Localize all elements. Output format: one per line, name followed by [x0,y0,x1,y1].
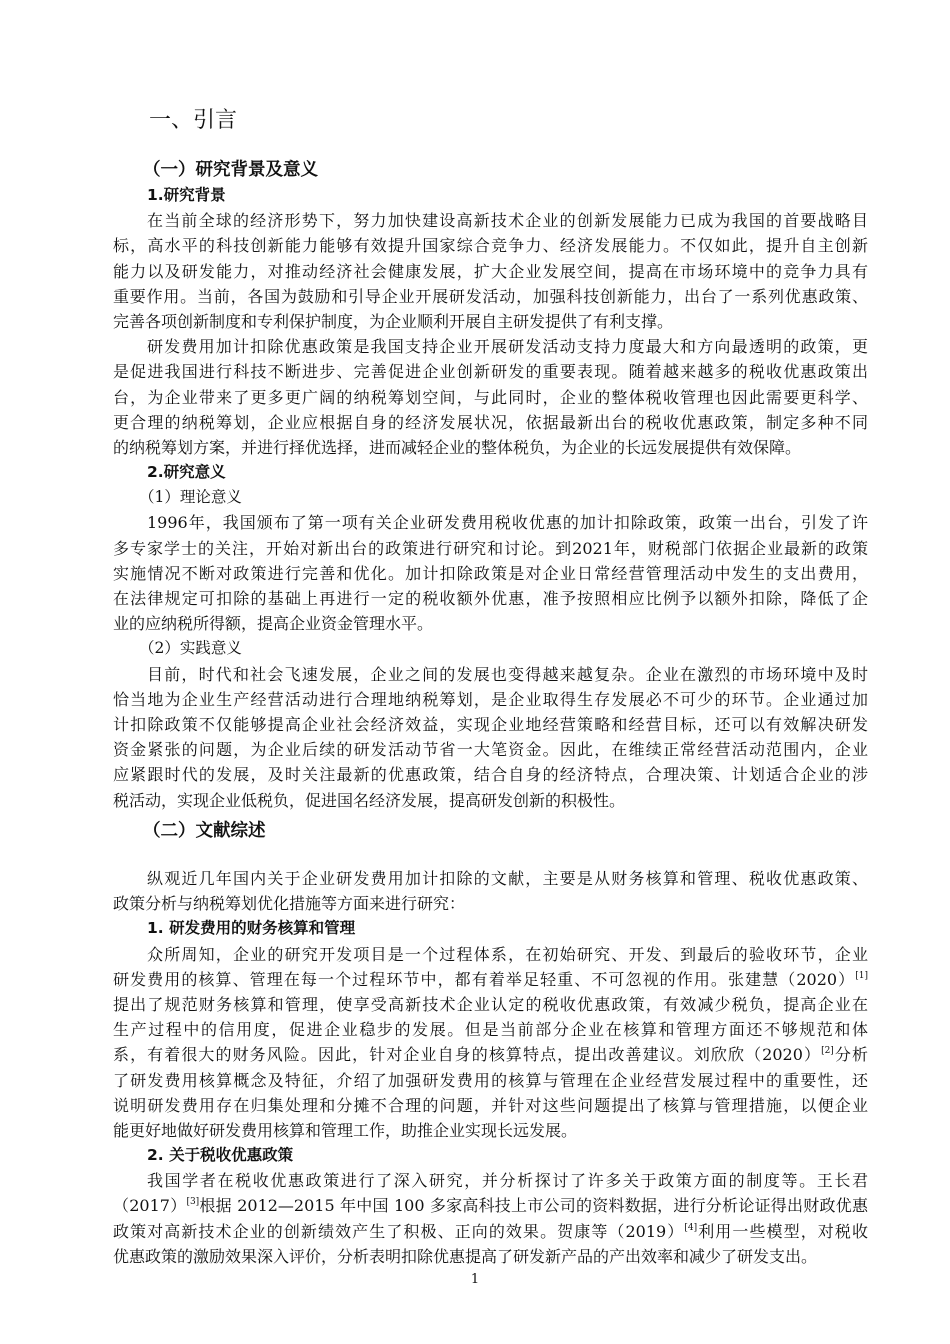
text-segment: 政策对高新技术企业的创新绩效产生了积极、正向的效果。贺康等（2019） [113,1221,685,1241]
text-line: 多专家学士的关注，开始对新出台的政策进行研究和讨论。到2021年，财税部门依据企业最新的政策 [113,538,868,558]
paragraph [113,662,868,813]
text-line: 业的应纳税所得额，提高企业资金管理水平。 [113,614,434,634]
text-segment: 根据 2012—2015 年中国 100 多家高科技上市公司的资料数据，进行分析论证得出财政优惠 [199,1196,868,1216]
section-heading: （二）文献综述 [143,821,266,841]
text-line: 的纳税筹划方案，并进行择优选择，进而减轻企业的整体税负，为企业的长远发展提供有效保障。 [113,437,802,457]
text-line: 我国学者在税收优惠政策进行了深入研究，并分析探讨了许多关于政策方面的制度等。王长君 [147,1171,868,1191]
page-number: 1 [470,1272,480,1287]
text-segment: （2017） [113,1196,187,1216]
text-line: 优惠政策的激励效果深入评价，分析表明扣除优惠提高了研发新产品的产出效率和减少了研发支出。 [113,1246,818,1266]
paragraph [113,1168,868,1269]
text-line: 计扣除政策不仅能够提高企业社会经济效益，实现企业地经营策略和经营目标，还可以有效解决研发 [113,714,868,734]
text-line: 能更好地做好研发费用核算和管理工作，助推企业实现长远发展。 [113,1120,578,1140]
text-line: 标，高水平的科技创新能力能够有效提升国家综合竞争力、经济发展能力。不仅如此，提升自主创新 [113,236,868,256]
section-heading: （一）研究背景及意义 [143,160,318,180]
citation-reference[interactable]: [3] [186,1197,200,1208]
text-segment: 研发费用的核算、管理在每一个过程环节中，都有着举足轻重、不可忽视的作用。张建慧（2020） [113,969,856,989]
subsection-heading: 2.研究意义 [147,463,226,482]
text-line: 完善各项创新制度和专利保护制度，为企业顺利开展自主研发提供了有利支撑。 [113,311,674,331]
paragraph [113,942,868,1144]
citation-reference[interactable]: [4] [684,1222,698,1233]
section-research-background [113,157,868,813]
text-line: 生产过程中的信用度，促进企业稳步的发展。但是当前部分企业在核算和管理方面还不够规范和体 [113,1020,868,1040]
text-line [113,1193,868,1218]
paragraph [113,208,868,334]
text-line [113,1219,868,1244]
text-line: 重要作用。当前，各国为鼓励和引导企业开展研发活动，加强科技创新能力，出台了一系列优惠政策、 [113,286,868,306]
text-line: 提出了规范财务核算和管理，使享受高新技术企业认定的税收优惠政策，有效减少税负，提高企业在 [113,994,868,1014]
text-line [113,967,868,992]
subsection-heading: 1. 研发费用的财务核算和管理 [147,919,356,938]
text-line: 目前，时代和社会飞速发展，企业之间的发展也变得越来越复杂。企业在激烈的市场环境中及时 [147,664,868,684]
text-line: 在法律规定可扣除的基础上再进行一定的税收额外优惠，准予按照相应比例予以额外扣除，降低了企 [113,589,868,608]
text-line: 恰当地为企业生产经营活动进行合理地纳税筹划，是企业取得生存发展必不可少的环节。企业通过加 [113,689,868,709]
text-segment: 分析 [833,1045,868,1065]
paragraph [113,866,868,916]
citation-reference[interactable]: [2] [821,1046,834,1057]
text-line: 应紧跟时代的发展，及时关注最新的优惠政策，结合自身的经济特点，合理决策、计划适合企业的涉 [113,765,868,785]
text-line: 是促进我国进行科技不断进步、完善促进企业创新研发的重要表现。随着越来越多的税收优惠政策出 [113,362,868,382]
text-segment: 利用一些模型，对税收 [697,1221,868,1241]
text-line [113,1042,868,1067]
section-literature-review [113,818,868,1269]
paragraph [113,510,868,636]
text-line: 实施情况不断对政策进行完善和优化。加计扣除政策是对企业日常经营管理活动中发生的支出费用， [113,563,868,583]
text-segment: 系，有着很大的财务风险。因此，针对企业自身的核算特点，提出改善建议。刘欣欣（2020） [113,1045,822,1065]
subsection-heading: 2. 关于税收优惠政策 [147,1146,294,1165]
text-line: 更合理的纳税筹划，企业应根据自身的经济发展状况，依据最新出台的税收优惠政策，制定多种不同 [113,412,868,432]
text-line: 台，为企业带来了更多更广阔的纳税筹划空间，与此同时，企业的整体税收管理也因此需要更科学、 [113,387,868,407]
paragraph [113,334,868,460]
text-line: 税活动，实现企业低税负，促进国名经济发展，提高研发创新的积极性。 [113,790,626,810]
sub-subsection-heading: （1）理论意义 [139,488,242,507]
sub-subsection-heading: （2）实践意义 [139,639,242,658]
text-line: 能力以及研发能力，对推动经济社会健康发展，扩大企业发展空间，提高在市场环境中的竞争力具有 [113,261,868,281]
text-line: 说明研发费用存在归集处理和分摊不合理的问题，并针对这些问题提出了核算与管理措施，以便企业 [113,1095,868,1115]
spacer [113,844,868,866]
text-line: 众所周知，企业的研究开发项目是一个过程体系，在初始研究、开发、到最后的验收环节，企业 [147,944,868,964]
text-line: 1996年，我国颁布了第一项有关企业研发费用税收优惠的加计扣除政策，政策一出台，引发了许 [147,513,868,533]
text-line: 了研发费用核算概念及特征，介绍了加强研发费用的核算与管理在企业经营发展过程中的重要性，还 [113,1070,868,1090]
chapter-title: 一、引言 [149,108,238,133]
text-line: 研发费用加计扣除优惠政策是我国支持企业开展研发活动支持力度最大和方向最透明的政策，更 [147,337,868,357]
text-line: 资金紧张的问题，为企业后续的研发活动节省一大笔资金。因此，在维续正常经营活动范围内，企业 [113,740,868,760]
text-line: 政策分析与纳税筹划优化措施等方面来进行研究： [113,894,466,914]
citation-reference[interactable]: [1] [855,970,868,981]
text-line: 纵观近几年国内关于企业研发费用加计扣除的文献，主要是从财务核算和管理、税收优惠政策、 [147,869,868,888]
subsection-heading: 1.研究背景 [147,186,226,204]
text-line: 在当前全球的经济形势下，努力加快建设高新技术企业的创新发展能力已成为我国的首要战略目 [147,211,868,231]
